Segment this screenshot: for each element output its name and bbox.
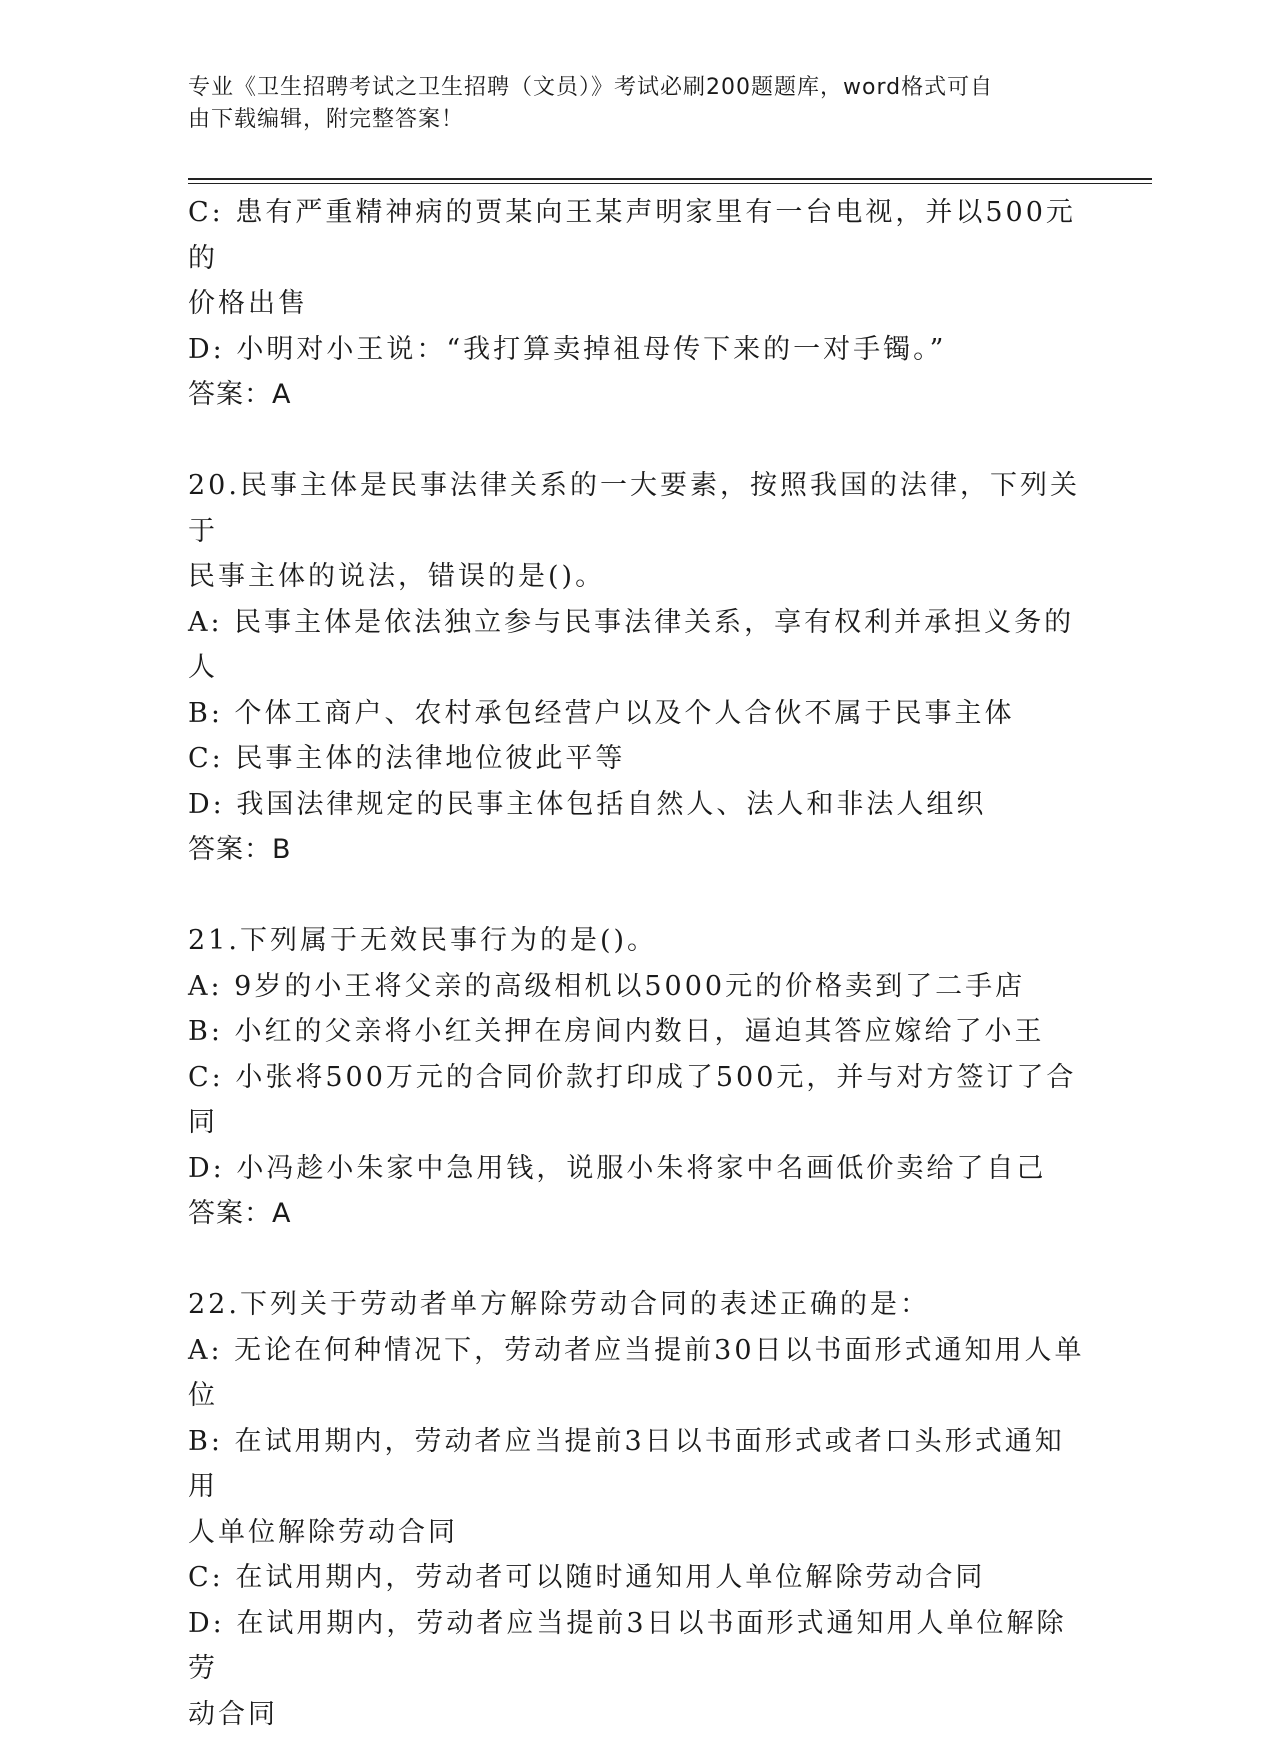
option-b: B: 小红的父亲将小红关押在房间内数日，逼迫其答应嫁给了小王 (188, 1009, 1088, 1055)
option-d: D: 小冯趁小朱家中急用钱，说服小朱将家中名画低价卖给了自己 (188, 1146, 1088, 1192)
answer: 答案：A (188, 372, 1088, 418)
option-d-line-2: 动合同 (188, 1692, 1088, 1737)
header-line-2: 由下载编辑，附完整答案！ (188, 104, 1068, 136)
question-stem-line-1: 20.民事主体是民事法律关系的一大要素，按照我国的法律，下列关于 (188, 463, 1088, 554)
header-line-1: 专业《卫生招聘考试之卫生招聘（文员）》考试必刷200题题库，word格式可自 (188, 72, 1068, 104)
answer: 答案：A (188, 1191, 1088, 1237)
option-d: D: 小明对小王说：“我打算卖掉祖母传下来的一对手镯。” (188, 327, 1088, 373)
document-header (188, 72, 1068, 136)
question-stem-line-2: 民事主体的说法，错误的是()。 (188, 554, 1088, 600)
question-21 (188, 918, 1088, 1237)
option-c: C: 在试用期内，劳动者可以随时通知用人单位解除劳动合同 (188, 1555, 1088, 1601)
option-b-line-2: 人单位解除劳动合同 (188, 1510, 1088, 1556)
option-d: D: 我国法律规定的民事主体包括自然人、法人和非法人组织 (188, 782, 1088, 828)
option-d-line-1: D: 在试用期内，劳动者应当提前3日以书面形式通知用人单位解除劳 (188, 1601, 1088, 1692)
question-19-tail (188, 190, 1088, 418)
option-a-line-1: A: 无论在何种情况下，劳动者应当提前30日以书面形式通知用人单 (188, 1328, 1088, 1374)
question-list (188, 190, 1088, 1737)
question-stem: 22.下列关于劳动者单方解除劳动合同的表述正确的是： (188, 1282, 1088, 1328)
option-c: C: 小张将500万元的合同价款打印成了500元，并与对方签订了合同 (188, 1055, 1088, 1146)
option-b: B: 个体工商户、农村承包经营户以及个人合伙不属于民事主体 (188, 691, 1088, 737)
question-stem: 21.下列属于无效民事行为的是()。 (188, 918, 1088, 964)
option-c-line-2: 价格出售 (188, 281, 1088, 327)
header-rule-thick (188, 178, 1152, 180)
spacer (188, 418, 1088, 464)
option-c: C: 民事主体的法律地位彼此平等 (188, 736, 1088, 782)
question-20 (188, 463, 1088, 873)
question-22 (188, 1282, 1088, 1737)
option-b-line-1: B: 在试用期内，劳动者应当提前3日以书面形式或者口头形式通知用 (188, 1419, 1088, 1510)
answer: 答案：B (188, 827, 1088, 873)
spacer (188, 873, 1088, 919)
header-rule-thin (188, 183, 1152, 184)
option-a: A: 9岁的小王将父亲的高级相机以5000元的价格卖到了二手店 (188, 964, 1088, 1010)
spacer (188, 1237, 1088, 1283)
option-a: A: 民事主体是依法独立参与民事法律关系，享有权利并承担义务的人 (188, 600, 1088, 691)
option-c-line-1: C: 患有严重精神病的贾某向王某声明家里有一台电视，并以500元的 (188, 190, 1088, 281)
option-a-line-2: 位 (188, 1373, 1088, 1419)
